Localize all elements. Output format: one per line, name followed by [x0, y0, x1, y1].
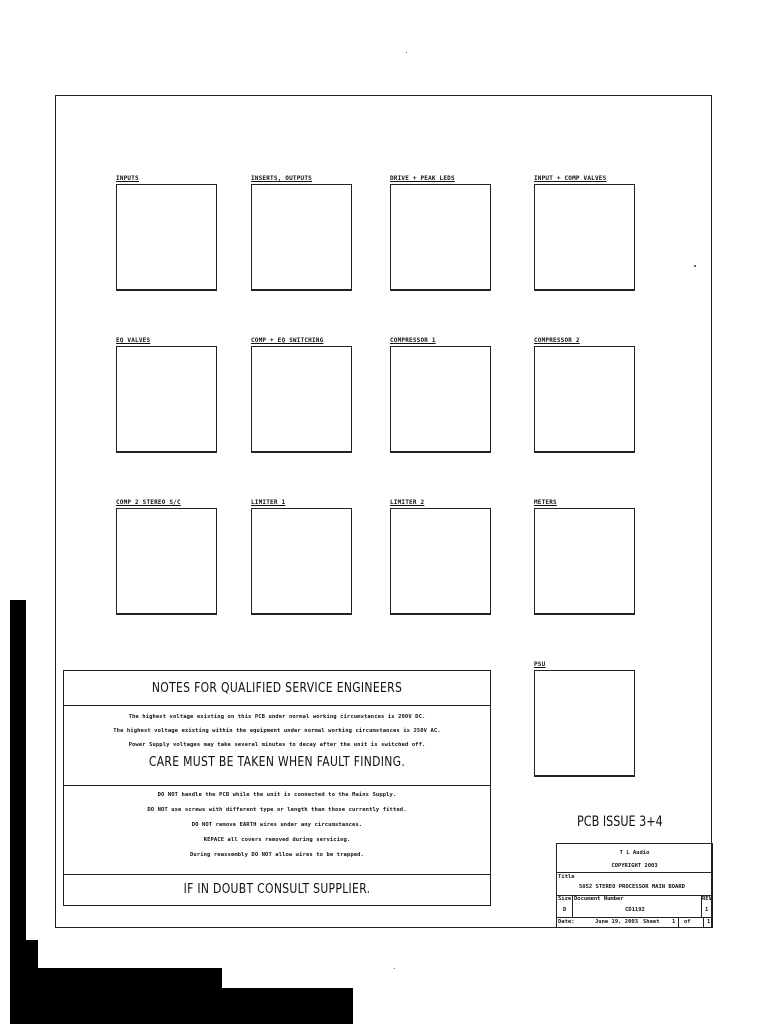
care-note: During reassembly DO NOT allow wires to be trapped. — [190, 852, 364, 858]
care-notes-row — [64, 785, 490, 875]
block-box — [251, 508, 352, 615]
rev-label: REV — [702, 896, 712, 902]
block-box — [390, 346, 491, 453]
tb-divider — [703, 917, 704, 928]
care-note: DO NOT handle the PCB while the unit is connected to the Mains Supply. — [157, 792, 397, 798]
size-value: D — [563, 907, 567, 913]
date-value: June 19, 2003 — [595, 919, 639, 925]
sheet-label: Sheet — [643, 919, 660, 925]
service-notes-panel — [63, 670, 491, 906]
sheet-block-limiter-1[interactable] — [251, 499, 352, 615]
sheet-block-psu[interactable] — [534, 661, 635, 777]
size-label: Size — [558, 896, 572, 902]
sheet-block-eq-valves[interactable] — [116, 337, 217, 453]
sheet-total: 1 — [707, 919, 711, 925]
date-label: Date: — [558, 919, 575, 925]
block-box — [116, 184, 217, 291]
scan-bottom-bar — [10, 968, 222, 1024]
rev-value: 1 — [705, 907, 709, 913]
drawing-title: 5052 STEREO PROCESSOR MAIN BOARD — [579, 884, 685, 890]
voltage-note: Power Supply voltages may take several minutes to decay after the unit is switched off. — [128, 742, 426, 748]
scan-speck — [406, 52, 407, 53]
tb-divider — [678, 917, 679, 928]
care-note: DO NOT use screws with different type or length than those currently fitted. — [147, 807, 407, 813]
block-box — [251, 184, 352, 291]
voltage-note: The highest voltage existing within the equipment under normal working circumstances is 250V AC. — [113, 728, 441, 734]
scan-edge-bar — [10, 600, 26, 950]
sheet-block-compressor-2[interactable] — [534, 337, 635, 453]
block-label: INPUTS — [116, 175, 139, 182]
block-label: COMPRESSOR 2 — [534, 337, 580, 344]
tb-divider — [557, 917, 712, 918]
sheet-block-comp-2-stereo-sc[interactable] — [116, 499, 217, 615]
tb-divider — [557, 872, 712, 873]
notes-footer: IF IN DOUBT CONSULT SUPPLIER. — [183, 881, 371, 897]
notes-heading: NOTES FOR QUALIFIED SERVICE ENGINEERS — [151, 680, 403, 696]
block-box — [390, 508, 491, 615]
voltage-note: The highest voltage existing on this PCB under normal working circumstances is 200V DC. — [128, 714, 426, 720]
care-note: REPACE all covers removed during servicing. — [203, 837, 351, 843]
block-box — [534, 346, 635, 453]
block-box — [534, 508, 635, 615]
block-label: METERS — [534, 499, 557, 506]
of-label: of — [684, 919, 691, 925]
copyright-text: COPYRIGHT 2003 — [611, 863, 658, 869]
scan-bottom-bar-2 — [222, 988, 353, 1024]
sheet-block-compressor-1[interactable] — [390, 337, 491, 453]
block-box — [251, 346, 352, 453]
block-label: COMPRESSOR 1 — [390, 337, 436, 344]
block-label: INPUT + COMP VALVES — [534, 175, 607, 182]
company-name: T L Audio — [619, 850, 650, 856]
block-label: LIMITER 1 — [251, 499, 286, 506]
sheet-block-meters[interactable] — [534, 499, 635, 615]
sheet-block-inserts-outputs[interactable] — [251, 175, 352, 291]
sheet-number: 1 — [672, 919, 676, 925]
care-heading: CARE MUST BE TAKEN WHEN FAULT FINDING. — [148, 754, 406, 770]
block-box — [534, 670, 635, 777]
sheet-block-limiter-2[interactable] — [390, 499, 491, 615]
care-note: DO NOT remove EARTH wires under any circumstances. — [191, 822, 363, 828]
sheet-block-drive-peak-leds[interactable] — [390, 175, 491, 291]
sheet-block-comp-eq-switching[interactable] — [251, 337, 352, 453]
block-label: PSU — [534, 661, 546, 668]
block-label: DRIVE + PEAK LEDS — [390, 175, 455, 182]
document-number: CD1192 — [625, 907, 645, 913]
block-box — [390, 184, 491, 291]
block-box — [116, 346, 217, 453]
pcb-issue-label: PCB ISSUE 3+4 — [577, 814, 663, 830]
title-label: Title — [558, 874, 575, 880]
sheet-block-inputs[interactable] — [116, 175, 217, 291]
notes-footer-row — [64, 874, 490, 906]
scan-speck — [394, 968, 395, 969]
title-block — [556, 843, 713, 928]
block-label: COMP + EQ SWITCHING — [251, 337, 324, 344]
block-label: COMP 2 STEREO S/C — [116, 499, 181, 506]
tb-divider — [572, 895, 573, 917]
block-box — [534, 184, 635, 291]
block-label: INSERTS, OUTPUTS — [251, 175, 312, 182]
sheet-block-input-comp-valves[interactable] — [534, 175, 635, 291]
notes-heading-row — [64, 671, 490, 706]
block-label: LIMITER 2 — [390, 499, 425, 506]
voltage-notes-row — [64, 705, 490, 786]
document-number-label: Document Number — [574, 896, 624, 902]
block-label: EQ VALVES — [116, 337, 151, 344]
block-box — [116, 508, 217, 615]
